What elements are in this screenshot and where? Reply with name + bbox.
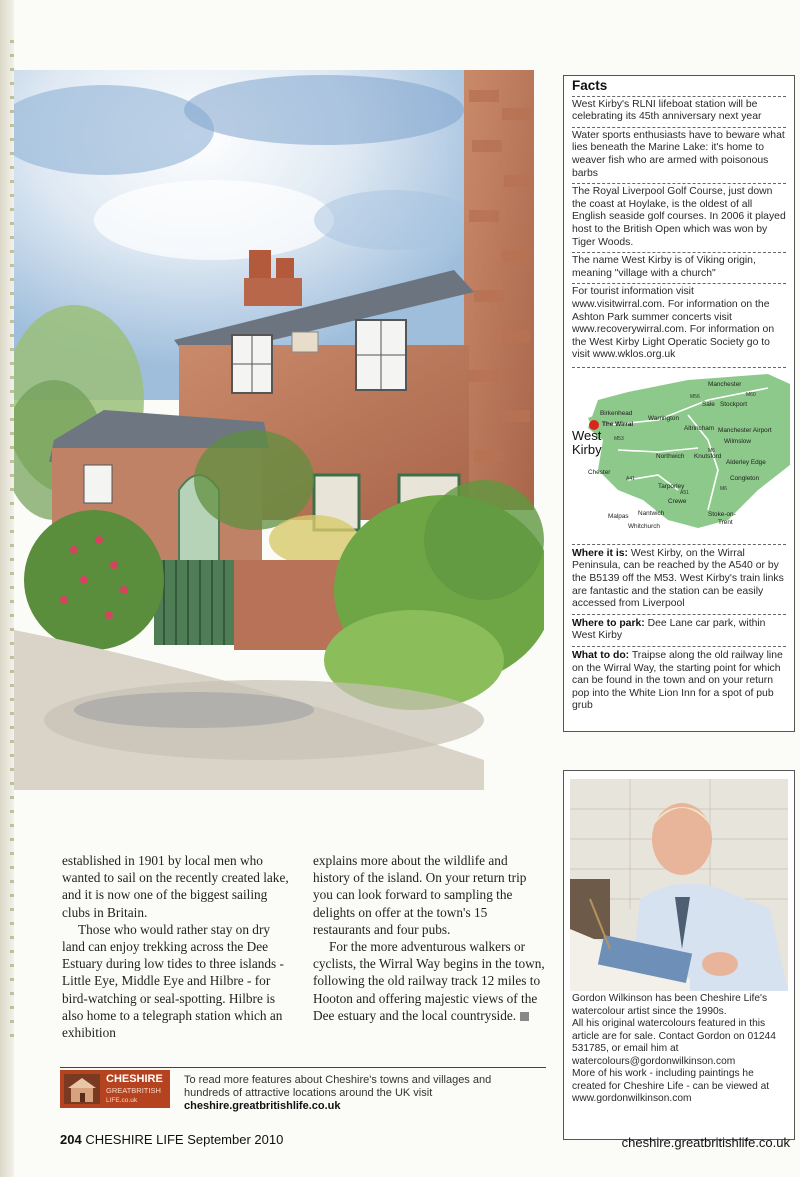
where-to-park bbox=[572, 614, 786, 646]
map-highlight-label: West bbox=[572, 427, 602, 443]
badge-title: CHESHIRE bbox=[106, 1073, 163, 1085]
building-icon bbox=[64, 1074, 100, 1104]
where-it-is bbox=[572, 544, 786, 614]
artist-box bbox=[563, 770, 795, 1140]
body-paragraph bbox=[313, 938, 545, 1024]
map-label: Altrincham bbox=[684, 424, 715, 432]
cheshire-life-badge[interactable] bbox=[60, 1070, 170, 1108]
fact-item: For tourist information visit www.visitwirral.com. For information on the Ashton Park summer concerts visit www.recoverywirral.com. For information on the West Kirby Light Operatic Society go to visit www.wklos.org.uk bbox=[572, 283, 786, 365]
map-label: Chester bbox=[588, 468, 611, 476]
map-label: Sale bbox=[702, 400, 715, 408]
facts-heading: Facts bbox=[572, 78, 608, 93]
promo-divider bbox=[60, 1067, 546, 1068]
promo-link[interactable]: cheshire.greatbritishlife.co.uk bbox=[184, 1100, 341, 1113]
park-label: Where to park: bbox=[572, 617, 645, 629]
todo-text: Traipse along the old railway line on the Wirral Way, the starting point for which can be found in the town and on your return pop into the White Lion Inn for a spot of pub grub bbox=[572, 650, 783, 712]
map-label: Knutsford bbox=[694, 452, 722, 460]
footer-site[interactable]: cheshire.greatbritishlife.co.uk bbox=[621, 1135, 790, 1150]
cottage-watercolour-painting bbox=[14, 70, 544, 790]
map-land bbox=[588, 374, 790, 528]
road-label: A51 bbox=[680, 489, 689, 496]
map-label: Whitchurch bbox=[628, 522, 660, 530]
page-spine bbox=[0, 0, 14, 1177]
map-label: Warrington bbox=[648, 414, 680, 422]
body-paragraph-text: For the more adventurous walkers or cyclists, the Wirral Way begins in the town, following the old railway track 12 miles to Hooton and offering majestic views of the Dee estuary and the local countryside. bbox=[313, 939, 545, 1023]
road-label: M60 bbox=[746, 391, 756, 398]
road-label: M56 bbox=[690, 393, 700, 400]
map-label: Trent bbox=[718, 518, 733, 526]
badge-subtitle: GREATBRITISH bbox=[106, 1086, 161, 1095]
body-paragraph: established in 1901 by local men who wanted to sail on the recently created lake, and it is now one of the biggest sailing clubs in Britain. bbox=[62, 853, 289, 920]
road-label: M53 bbox=[614, 435, 624, 442]
page-number: 204 bbox=[60, 1132, 82, 1147]
road-label: A41 bbox=[626, 475, 635, 482]
map-label: Wilmslow bbox=[724, 437, 751, 445]
body-paragraph: Those who would rather stay on dry land can enjoy trekking across the Dee Estuary during low tides to three islands - Little Eye, Middle Eye and Hilbre - for bird-watching or seal-spotting. Hilbre is also home to a telegraph station which an exhibition bbox=[62, 921, 284, 1041]
location-map bbox=[572, 367, 786, 544]
map-label: Malpas bbox=[608, 512, 629, 520]
what-to-do bbox=[572, 646, 786, 716]
map-label: Alderley Edge bbox=[726, 458, 766, 466]
promo-description: To read more features about Cheshire's towns and villages and hundreds of attractive locations around the UK visit bbox=[184, 1074, 492, 1100]
badge-domain: LIFE.co.uk bbox=[106, 1097, 138, 1104]
fact-item: West Kirby's RLNI lifeboat station will be celebrating its 45th anniversary next year bbox=[572, 96, 786, 127]
where-text: West Kirby, on the Wirral Peninsula, can be reached by the A540 or by the B5139 off the M53. West Kirby's train links are fantastic and the station can be easily accessed from Liverpool bbox=[572, 547, 784, 610]
magazine-name: CHESHIRE LIFE bbox=[85, 1132, 184, 1147]
map-label: Stockport bbox=[720, 400, 747, 408]
fact-item: Water sports enthusiasts have to beware what lies beneath the Marine Lake: it's home to weaver fish who are armed with poisonous barbs bbox=[572, 127, 786, 183]
map-label: Manchester Airport bbox=[718, 426, 772, 434]
road-label: M6 bbox=[720, 485, 727, 492]
body-paragraph: explains more about the wildlife and history of the island. On your return trip you can look forward to sampling the delights on offer at the town's 15 restaurants and four pubs. bbox=[313, 853, 527, 937]
todo-label: What to do: bbox=[572, 650, 630, 662]
map-label: Stoke-on- bbox=[708, 510, 736, 518]
fact-item: The Royal Liverpool Golf Course, just down the coast at Hoylake, is the oldest of all English seaside golf courses. In 2006 it played host to the British Open which was won by Tiger Woods. bbox=[572, 183, 786, 252]
park-text: Dee Lane car park, within West Kirby bbox=[572, 617, 766, 642]
promo-text bbox=[184, 1074, 524, 1114]
footer-folio bbox=[60, 1132, 283, 1147]
map-label: Crewe bbox=[668, 497, 687, 505]
artist-photo bbox=[570, 779, 788, 991]
end-of-article-mark bbox=[520, 1012, 529, 1021]
issue-date: September 2010 bbox=[187, 1132, 284, 1147]
map-label: Congleton bbox=[730, 474, 760, 482]
map-label: Northwich bbox=[656, 452, 685, 460]
map-highlight-label: Kirby bbox=[572, 441, 602, 457]
road-label: M6 bbox=[708, 447, 715, 454]
artist-bio bbox=[572, 993, 790, 1106]
facts-box bbox=[563, 75, 795, 732]
map-label: The Wirral bbox=[602, 420, 634, 428]
artist-bio-line: Gordon Wilkinson has been Cheshire Life's watercolour artist since the 1990s. bbox=[572, 993, 768, 1017]
map-label: Nantwich bbox=[638, 509, 665, 517]
map-label: Birkenhead bbox=[600, 409, 633, 417]
body-column-2 bbox=[313, 852, 545, 1024]
map-label: Manchester bbox=[708, 380, 742, 388]
fact-item: The name West Kirby is of Viking origin, meaning "village with a church" bbox=[572, 252, 786, 283]
artist-bio-line: All his original watercolours featured in this article are for sale. Contact Gordon on 01244 531785, or email him at watercolours@gordonwilkinson.com bbox=[572, 1018, 776, 1067]
artist-bio-line: More of his work - including paintings he created for Cheshire Life - can be viewed at www.gordonwilkinson.com bbox=[572, 1068, 770, 1104]
body-column-1 bbox=[62, 852, 294, 1041]
where-label: Where it is: bbox=[572, 547, 629, 559]
map-label: Tarporley bbox=[658, 482, 685, 490]
